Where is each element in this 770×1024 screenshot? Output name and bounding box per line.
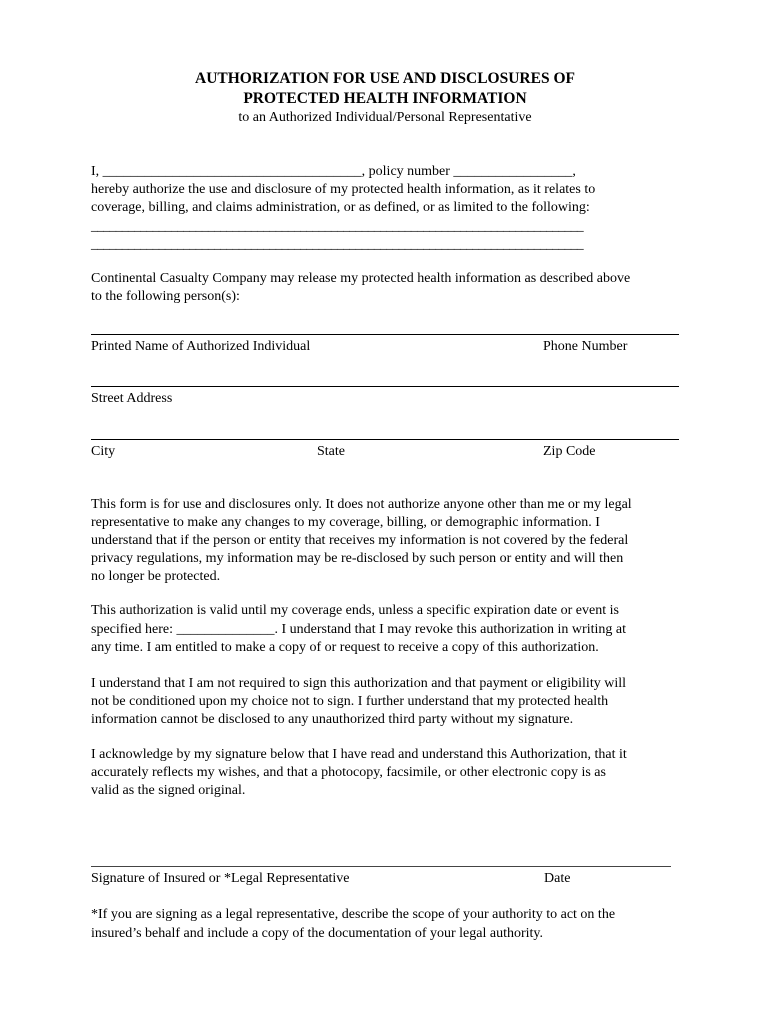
- paragraph-1-line-4: privacy regulations, my information may be re-disclosed by such person or entity and will then: [91, 551, 624, 566]
- intro-line-name-policy[interactable]: I, _____________________________________, policy number _________________,: [91, 164, 576, 179]
- paragraph-3-line-1: I understand that I am not required to sign this authorization and that payment or eligibility will: [91, 676, 626, 691]
- form-title-line1: AUTHORIZATION FOR USE AND DISCLOSURES OF: [195, 70, 575, 87]
- street-address-field-line[interactable]: [91, 386, 679, 387]
- footnote-line-2: insured’s behalf and include a copy of the documentation of your legal authority.: [91, 926, 544, 941]
- form-subtitle: to an Authorized Individual/Personal Representative: [238, 110, 532, 125]
- paragraph-2-line-3: any time. I am entitled to make a copy of or request to receive a copy of this authorization.: [91, 640, 599, 655]
- phone-number-label: Phone Number: [543, 339, 628, 354]
- release-line-1: Continental Casualty Company may release my protected health information as described above: [91, 271, 631, 286]
- paragraph-1-line-2: representative to make any changes to my coverage, billing, or demographic information. I: [91, 515, 600, 530]
- form-title-line2: PROTECTED HEALTH INFORMATION: [243, 90, 527, 107]
- paragraph-2-line-1: This authorization is valid until my coverage ends, unless a specific expiration date or event is: [91, 603, 619, 618]
- signature-field-line[interactable]: [91, 866, 671, 867]
- footnote-line-1: *If you are signing as a legal representative, describe the scope of your authority to act on the: [91, 907, 616, 922]
- paragraph-1-line-5: no longer be protected.: [91, 569, 221, 584]
- limitation-blank-line-1[interactable]: ________________________________________________________________________________: [91, 218, 584, 233]
- signature-date-label: Date: [544, 871, 571, 886]
- paragraph-4-line-2: accurately reflects my wishes, and that a photocopy, facsimile, or other electronic copy is as: [91, 765, 606, 780]
- paragraph-3-line-2: not be conditioned upon my choice not to sign. I further understand that my protected health: [91, 694, 609, 709]
- zip-code-label: Zip Code: [543, 444, 596, 459]
- paragraph-4-line-1: I acknowledge by my signature below that I have read and understand this Authorization, that it: [91, 747, 627, 762]
- paragraph-1-line-3: understand that if the person or entity that receives my information is not covered by the federal: [91, 533, 629, 548]
- intro-line-2: hereby authorize the use and disclosure of my protected health information, as it relates to: [91, 182, 596, 197]
- street-address-label: Street Address: [91, 391, 173, 406]
- city-label: City: [91, 444, 116, 459]
- signature-label: Signature of Insured or *Legal Representative: [91, 871, 350, 886]
- limitation-blank-line-2[interactable]: ________________________________________________________________________________: [91, 236, 584, 251]
- paragraph-1-line-1: This form is for use and disclosures only. It does not authorize anyone other than me or my legal: [91, 497, 632, 512]
- paragraph-2-line-2-expiration-field[interactable]: specified here: ______________. I understand that I may revoke this authorization in writing at: [91, 622, 626, 637]
- state-label: State: [317, 444, 345, 459]
- release-line-2: to the following person(s):: [91, 289, 240, 304]
- paragraph-3-line-3: information cannot be disclosed to any unauthorized third party without my signature.: [91, 712, 574, 727]
- intro-line-3: coverage, billing, and claims administration, or as defined, or as limited to the following:: [91, 200, 590, 215]
- printed-name-label: Printed Name of Authorized Individual: [91, 339, 311, 354]
- printed-name-phone-field-line[interactable]: [91, 334, 679, 335]
- city-state-zip-field-line[interactable]: [91, 439, 679, 440]
- paragraph-4-line-3: valid as the signed original.: [91, 783, 246, 798]
